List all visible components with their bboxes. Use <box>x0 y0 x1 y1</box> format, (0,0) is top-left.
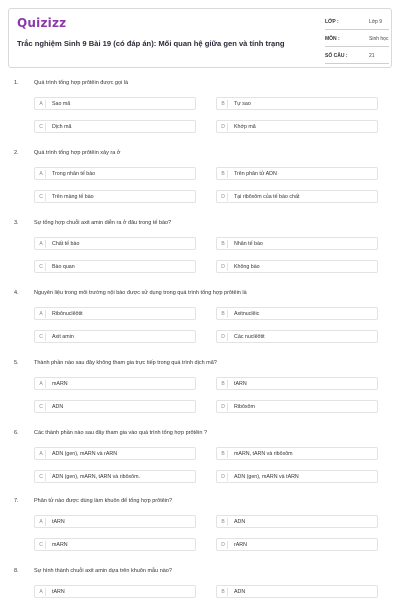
option-text: Các nuclêôtit <box>234 334 265 340</box>
option-text: tARN <box>52 589 65 595</box>
worksheet-header <box>8 8 392 68</box>
option-text: ADN (gen), mARN, tARN và ribôxôm. <box>52 474 141 480</box>
option-a[interactable] <box>34 377 196 390</box>
meta-value: Lớp 9 <box>369 19 383 25</box>
option-c[interactable] <box>34 260 196 273</box>
option-b[interactable] <box>216 237 378 250</box>
option-letter: B <box>219 240 228 248</box>
worksheet-title: Trắc nghiệm Sinh 9 Bài 19 (có đáp án): Mối quan hệ giữa gen và tính trạng <box>17 39 285 48</box>
meta-row-subject <box>325 32 389 47</box>
option-letter: B <box>219 310 228 318</box>
option-a[interactable] <box>34 515 196 528</box>
option-d[interactable] <box>216 330 378 343</box>
option-letter: D <box>219 123 228 131</box>
option-text: Tại ribôxôm của tế bào chất <box>234 194 300 200</box>
meta-key: LỚP : <box>325 19 339 25</box>
meta-row-class <box>325 15 389 30</box>
option-text: Tự sao <box>234 101 251 107</box>
quizizz-logo: Quizizz <box>17 16 67 30</box>
option-d[interactable] <box>216 470 378 483</box>
option-text: mARN <box>52 542 68 548</box>
option-d[interactable] <box>216 120 378 133</box>
question-text: Quá trình tổng hợp prôtêin được gọi là <box>34 80 129 86</box>
option-d[interactable] <box>216 190 378 203</box>
option-b[interactable] <box>216 515 378 528</box>
option-letter: A <box>37 588 46 596</box>
option-letter: C <box>37 263 46 271</box>
option-b[interactable] <box>216 377 378 390</box>
question-text: Sự hình thành chuỗi axit amin dựa trên khuôn mẫu nào? <box>34 568 172 574</box>
option-text: Axit amin <box>52 334 74 340</box>
option-letter: A <box>37 170 46 178</box>
meta-panel <box>325 15 389 66</box>
question-number: 3. <box>14 220 19 226</box>
option-letter: B <box>219 518 228 526</box>
option-b[interactable] <box>216 447 378 460</box>
question-text: Các thành phần nào sau đây tham gia vào quá trình tổng hợp prôtêin ? <box>34 430 208 436</box>
option-letter: A <box>37 518 46 526</box>
question-text: Thành phần nào sau đây không tham gia trực tiếp trong quá trình dịch mã? <box>34 360 217 366</box>
option-letter: D <box>219 541 228 549</box>
option-letter: B <box>219 380 228 388</box>
option-c[interactable] <box>34 330 196 343</box>
question-number: 1. <box>14 80 19 86</box>
meta-key: SỐ CÂU : <box>325 53 348 59</box>
option-a[interactable] <box>34 237 196 250</box>
option-b[interactable] <box>216 307 378 320</box>
question-number: 7. <box>14 498 19 504</box>
question-number: 8. <box>14 568 19 574</box>
option-text: mARN <box>52 381 68 387</box>
option-text: Dịch mã <box>52 124 72 130</box>
option-letter: C <box>37 541 46 549</box>
option-letter: D <box>219 333 228 341</box>
option-letter: D <box>219 263 228 271</box>
question-text: Sự tổng hợp chuỗi axit amin diễn ra ở đâu trong tế bào? <box>34 220 172 226</box>
question-number: 2. <box>14 150 19 156</box>
question-text: Phân tử nào được dùng làm khuôn để tổng hợp prôtêin? <box>34 498 173 504</box>
option-letter: A <box>37 450 46 458</box>
option-b[interactable] <box>216 97 378 110</box>
option-d[interactable] <box>216 538 378 551</box>
option-text: Bào quan <box>52 264 75 270</box>
question-number: 4. <box>14 290 19 296</box>
option-text: Trên màng tế bào <box>52 194 94 200</box>
option-letter: C <box>37 193 46 201</box>
option-letter: B <box>219 588 228 596</box>
option-letter: A <box>37 380 46 388</box>
option-text: Axitnuclêic <box>234 311 260 317</box>
option-a[interactable] <box>34 447 196 460</box>
option-text: tARN <box>52 519 65 525</box>
option-text: tARN <box>234 381 247 387</box>
option-letter: C <box>37 123 46 131</box>
option-text: Chất tế bào <box>52 241 80 247</box>
option-text: mARN, tARN và ribôxôm <box>234 451 293 457</box>
option-c[interactable] <box>34 120 196 133</box>
meta-value: 21 <box>369 53 375 59</box>
option-c[interactable] <box>34 538 196 551</box>
question-number: 6. <box>14 430 19 436</box>
option-text: ADN <box>52 404 64 410</box>
option-text: rARN <box>234 542 247 548</box>
option-a[interactable] <box>34 97 196 110</box>
option-letter: A <box>37 310 46 318</box>
meta-row-count <box>325 49 389 64</box>
option-text: Nhân tế bào <box>234 241 263 247</box>
question-text: Nguyên liệu trong môi trường nội bào được sử dụng trong quá trình tổng hợp prôtêin là <box>34 290 247 296</box>
option-letter: A <box>37 240 46 248</box>
option-letter: C <box>37 333 46 341</box>
option-text: Khớp mã <box>234 124 256 130</box>
option-letter: A <box>37 100 46 108</box>
option-b[interactable] <box>216 585 378 598</box>
option-d[interactable] <box>216 400 378 413</box>
option-text: ADN <box>234 589 246 595</box>
option-text: Ribônuclêôtit <box>52 311 83 317</box>
question-text: Quá trình tổng hợp prôtêin xảy ra ở <box>34 150 121 156</box>
option-c[interactable] <box>34 470 196 483</box>
option-letter: D <box>219 473 228 481</box>
option-c[interactable] <box>34 400 196 413</box>
option-text: Ribôxôm <box>234 404 255 410</box>
option-letter: B <box>219 450 228 458</box>
option-letter: C <box>37 403 46 411</box>
option-text: Không bào <box>234 264 260 270</box>
meta-key: MÔN : <box>325 36 340 42</box>
option-a[interactable] <box>34 167 196 180</box>
option-text: ADN (gen), mARN và tARN <box>234 474 299 480</box>
option-b[interactable] <box>216 167 378 180</box>
option-text: Trên phân tử ADN <box>234 171 277 177</box>
option-letter: B <box>219 170 228 178</box>
option-letter: B <box>219 100 228 108</box>
question-number: 5. <box>14 360 19 366</box>
option-letter: D <box>219 403 228 411</box>
option-text: Sao mã <box>52 101 71 107</box>
option-letter: D <box>219 193 228 201</box>
option-d[interactable] <box>216 260 378 273</box>
meta-value: Sinh học <box>369 36 389 42</box>
option-a[interactable] <box>34 307 196 320</box>
option-text: Trong nhân tế bào <box>52 171 96 177</box>
option-text: ADN <box>234 519 246 525</box>
option-text: ADN (gen), mARN và rARN <box>52 451 118 457</box>
option-letter: C <box>37 473 46 481</box>
option-a[interactable] <box>34 585 196 598</box>
option-c[interactable] <box>34 190 196 203</box>
